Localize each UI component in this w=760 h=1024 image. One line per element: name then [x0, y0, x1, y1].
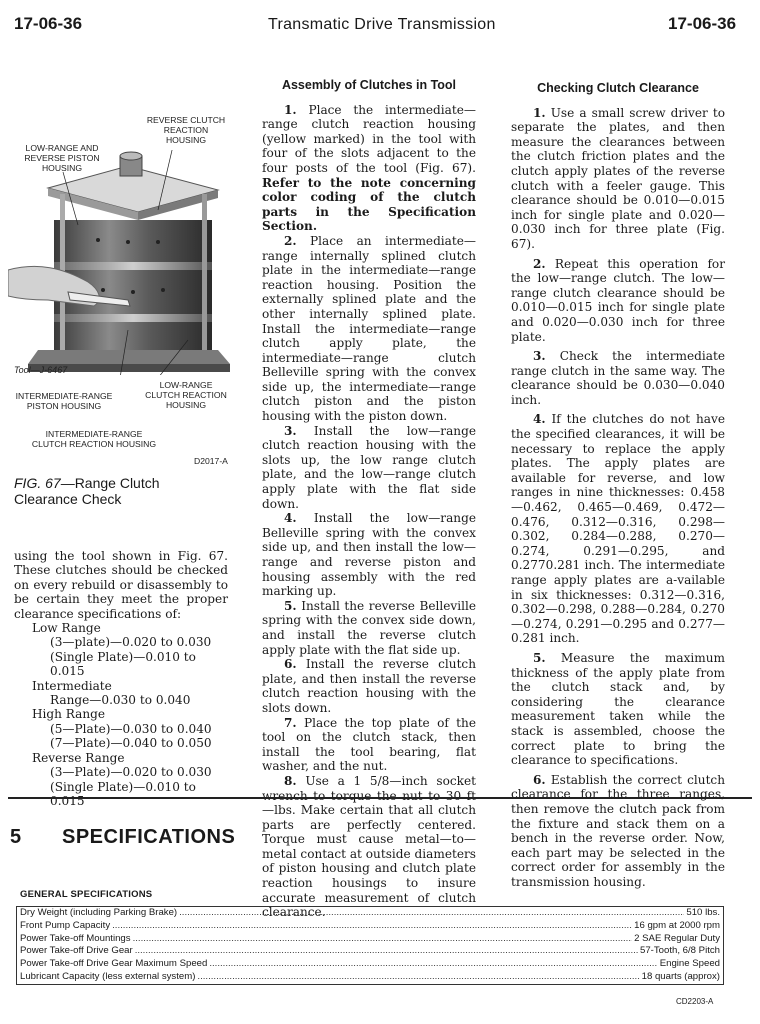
drawing-code: CD2203-A	[676, 997, 714, 1006]
assembly-column	[262, 78, 476, 920]
callout-intermediate-piston-housing: INTERMEDIATE-RANGE PISTON HOUSING	[15, 391, 113, 411]
clutch-tool-photo	[8, 150, 230, 375]
assembly-step: 6. Install the reverse clutch plate, and then install the reverse clutch reaction housing with the slots down.	[262, 657, 476, 715]
checking-step: 2. Repeat this operation for the low—range clutch. The low—range clutch clearance should be 0.010—0.015 inch for single plate and 0.020—0.030 inch for three plate.	[511, 256, 725, 344]
callout-low-range-reaction-housing: LOW-RANGE CLUTCH REACTION HOUSING	[145, 380, 227, 410]
clearance-spec-list	[14, 549, 228, 808]
figure-code: D2017-A	[194, 456, 228, 466]
callout-low-range-piston-housing: LOW-RANGE AND REVERSE PISTON HOUSING	[24, 143, 100, 173]
general-specs-table	[16, 906, 724, 985]
assembly-step: 4. Install the low—range Belleville spring with the convex side up, and then install the low—range and reverse piston and housing assembly with the red marking up.	[262, 511, 476, 599]
checking-step: 4. If the clutches do not have the specified clearances, it will be necessary to replace the apply plates. The apply plates are available for reverse, and low ranges in nine thicknesses: 0.458—0.462, 0.465—0.469, 0.472—0.476, 0.312—0.316, 0.298—0.302, 0.284—0.288, 0.270—0.274, 0.291—0.295, and 0.2770.281 inch. The intermediate range apply plates are a-vailable in six thicknesses: 0.312—0.316, 0.302—0.298, 0.288—0.284, 0.270—0.274, 0.291—0.295 and 0.277—0.281 inch.	[511, 412, 725, 646]
assembly-step: 7. Place the top plate of the tool on the clutch stack, then install the tool bearing, flat washer, and the nut.	[262, 715, 476, 774]
assembly-step: 8. Use a 1 5/8—inch socket wrench to torque the nut to 30 ft—lbs. Make certain that all clutch parts are perfectly centered. Torque must cause metal—to—metal contact at outside diameters of piston housing and clutch plate reaction housings to insure accurate measurement of clutch clearance.	[262, 773, 476, 920]
page-number-right: 17-06-36	[668, 14, 737, 33]
list-item: High Range	[32, 707, 106, 722]
assembly-heading: Assembly of Clutches in Tool	[281, 78, 457, 92]
clearance-intro: using the tool shown in Fig. 67. These clutches should be checked on every rebuild or disassembly to be certain they meet the proper clearance specifications of:	[14, 549, 228, 621]
figure-caption-text: —Range Clutch Clearance Check	[14, 475, 160, 507]
assembly-step: 1. Place the intermediate—range clutch reaction housing (yellow marked) in the tool with four of the slots adjacent to the four posts of the tool (Fig. 67). Refer to the note concerning color coding of the clutch parts in the Specification Section.	[262, 102, 476, 234]
spec-label: Power Take-off Drive Gear	[20, 945, 133, 957]
list-item: Low Range	[32, 621, 101, 636]
table-row	[17, 907, 723, 920]
spec-label: Lubricant Capacity (less external system)	[20, 970, 196, 982]
list-item: (7—Plate)—0.040 to 0.050	[50, 736, 212, 751]
assembly-step: 5. Install the reverse Belleville spring with the convex side down, and install the reverse clutch apply plate with the flat side up.	[262, 598, 476, 657]
checking-column	[511, 81, 725, 889]
figure-caption	[14, 475, 160, 507]
list-item: (5—Plate)—0.030 to 0.040	[50, 721, 212, 736]
page-number-left: 17-06-36	[14, 14, 83, 33]
spec-label: Power Take-off Mountings	[20, 932, 131, 944]
checking-step: 6. Establish the correct clutch clearance for the three ranges, then remove the clutch pack from the fixture and stack them on a bench in the reverse order. Now, each part may be selected in the correct order for assembly in the transmission housing.	[511, 772, 725, 889]
table-row	[17, 945, 723, 958]
table-row	[17, 958, 723, 971]
checking-step: 3. Check the intermediate range clutch in the same way. The clearance should be 0.030—0.040 inch.	[511, 349, 725, 407]
list-item: Intermediate	[32, 678, 112, 693]
section-number: 5	[10, 826, 22, 848]
callout-intermediate-reaction-housing: INTERMEDIATE-RANGE CLUTCH REACTION HOUSING	[31, 429, 157, 449]
list-item: Range—0.030 to 0.040	[50, 693, 191, 708]
list-item: (Single Plate)—0.010 to 0.015	[50, 779, 196, 808]
section-title: SPECIFICATIONS	[62, 826, 236, 848]
table-row	[17, 971, 723, 984]
spec-label: Front Pump Capacity	[20, 919, 111, 931]
general-specs-heading: GENERAL SPECIFICATIONS	[20, 889, 153, 900]
list-item: (3—Plate)—0.020 to 0.030	[50, 765, 212, 780]
spec-value: 16 gpm at 2000 rpm	[634, 919, 720, 931]
assembly-step: 3. Install the low—range clutch reaction housing with the slots up, the low range clutch plate, and the low—range clutch apply plate with the flat side down.	[262, 423, 476, 511]
callout-tool-number: Tool—J-6467	[14, 365, 68, 375]
figure-caption-label: FIG. 67	[14, 475, 61, 491]
spec-value: 18 quarts (approx)	[641, 970, 720, 982]
section-divider	[8, 797, 752, 799]
spec-value: 510 lbs.	[686, 907, 720, 918]
table-row	[17, 920, 723, 933]
checking-heading: Checking Clutch Clearance	[537, 81, 699, 95]
list-item: (3—plate)—0.020 to 0.030	[50, 635, 212, 650]
list-item: (Single Plate)—0.010 to 0.015	[50, 649, 196, 679]
checking-step: 1. Use a small screw driver to separate the plates, and then measure the clearances between the clutch friction plates and the clutch apply plates of the reverse clutch with a feeler gauge. This clearance should be 0.010—0.015 inch for single plate and 0.020—0.030 inch for three plate (Fig. 67).	[511, 105, 725, 251]
page-title: Transmatic Drive Transmission	[268, 16, 496, 33]
spec-value: Engine Speed	[659, 958, 720, 970]
callout-reverse-clutch-housing: REVERSE CLUTCH REACTION HOUSING	[146, 115, 226, 145]
assembly-step: 2. Place an intermediate—range internally splined clutch plate in the intermediate—range reaction housing. Position the externally splined plate and the other internally splined plate. Install the intermediate—range clutch apply plate, the intermediate—range clutch Belleville spring with the convex side up, the intermediate—range clutch piston and the piston housing with the piston down.	[262, 233, 476, 424]
spec-label: Power Take-off Drive Gear Maximum Speed	[20, 958, 208, 970]
spec-value: 2 SAE Regular Duty	[634, 932, 720, 944]
checking-step: 5. Measure the maximum thickness of the apply plate from the clutch stack and, by considering the clearance measurement taken while the stack is assembled, choose the correct plate to bring the clearance to specifications.	[511, 650, 725, 768]
spec-label: Dry Weight (including Parking Brake)	[20, 907, 178, 918]
list-item: Reverse Range	[32, 750, 125, 765]
table-row	[17, 933, 723, 946]
spec-value: 57-Tooth, 6/8 Pitch	[640, 945, 720, 957]
